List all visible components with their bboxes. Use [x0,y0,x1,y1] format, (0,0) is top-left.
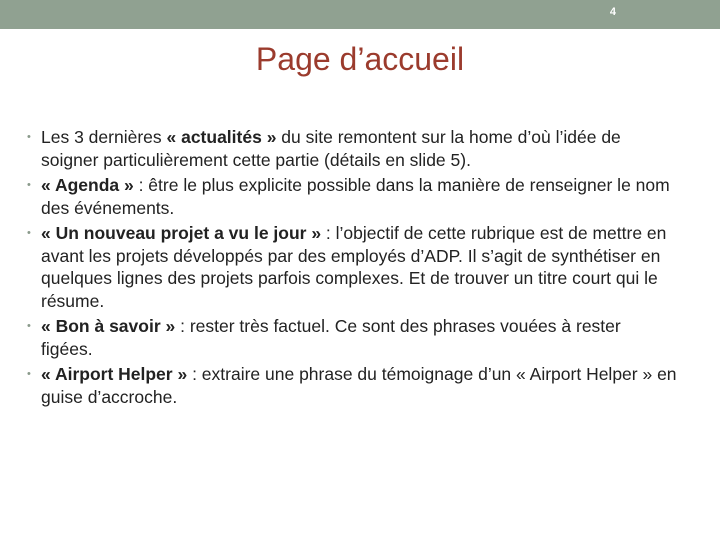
bullet-item-bon-a-savoir [27,315,677,360]
bullet-text-after: : l’objectif de cette rubrique est de mettre en avant les projets développés par des employés d’ADP. Il s’agit de synthétiser en quelques lignes des projets parfois complexes. Et de trouver un titre court qui le résume. [41,223,667,311]
bullet-list [27,126,677,411]
bullet-item-nouveau-projet [27,222,677,312]
bullet-bold-text: « Un nouveau projet a vu le jour » [41,223,322,243]
bullet-item-actualites [27,126,677,171]
top-bar [0,0,720,29]
bullet-dot-icon: • [27,227,31,239]
bullet-text-after: du site remontent sur la home d’où l’idée de soigner particulièrement cette partie (détails en slide 5). [41,127,621,170]
bullet-dot-icon: • [27,179,31,191]
bullet-item-airport-helper [27,363,677,408]
bullet-text-after: : être le plus explicite possible dans la manière de renseigner le nom des événements. [41,175,670,218]
bullet-bold-text: « Agenda » [41,175,134,195]
bullet-dot-icon: • [27,131,31,143]
bullet-item-agenda [27,174,677,219]
bullet-text-after: : rester très factuel. Ce sont des phrases vouées à rester figées. [41,316,621,359]
bullet-bold-text: « actualités » [166,127,277,147]
slide-title: Page d’accueil [255,41,465,77]
bullet-dot-icon: • [27,320,31,332]
bullet-bold-text: « Bon à savoir » [41,316,176,336]
bullet-bold-text: « Airport Helper » [41,364,188,384]
bullet-text-before: Les 3 dernières [41,127,167,147]
slide-number: 4 [609,6,616,18]
bullet-text-after: : extraire une phrase du témoignage d’un « Airport Helper » en guise d’accroche. [41,364,677,407]
bullet-dot-icon: • [27,368,31,380]
